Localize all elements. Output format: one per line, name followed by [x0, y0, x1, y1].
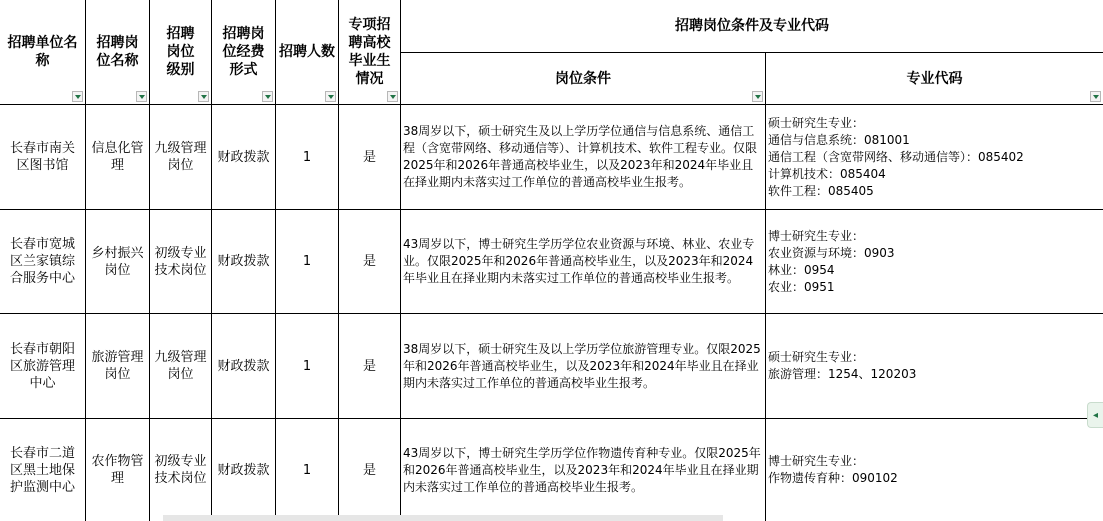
table-row-3-funding[interactable]: 财政拨款 — [212, 314, 276, 419]
header-level-label: 招聘岗位级别 — [166, 26, 195, 78]
header-group — [401, 0, 1103, 53]
side-panel-tab-icon[interactable]: ◂ — [1087, 402, 1103, 428]
table-row-2-funding[interactable]: 财政拨款 — [212, 210, 276, 314]
table-row-3-special[interactable]: 是 — [339, 314, 401, 419]
table-row-2-level[interactable]: 初级专业技术岗位 — [150, 210, 212, 314]
table-row-3-unit[interactable]: 长春市朝阳区旅游管理中心 — [0, 314, 86, 419]
header-condition-label: 岗位条件 — [555, 70, 611, 87]
header-count — [276, 0, 339, 105]
header-unit — [0, 0, 86, 105]
header-condition — [401, 53, 766, 105]
header-unit-label: 招聘单位名称 — [7, 35, 78, 69]
table-row-3-code[interactable]: 硕士研究生专业： 旅游管理：1254、120203 — [766, 314, 1103, 419]
header-funding — [212, 0, 276, 105]
table-row-4-unit[interactable]: 长春市二道区黑土地保护监测中心 — [0, 419, 86, 521]
table-row-3-level[interactable]: 九级管理岗位 — [150, 314, 212, 419]
table-row-1-unit[interactable]: 长春市南关区图书馆 — [0, 105, 86, 210]
table-row-2-condition[interactable]: 43周岁以下，博士研究生学历学位农业资源与环境、林业、农业专业。仅限2025年和2026年普通高校毕业生，以及2023年和2024年毕业且在择业期内未落实过工作单位的普通高校毕业生报考。 — [401, 210, 766, 314]
table-row-2-unit[interactable]: 长春市宽城区兰家镇综合服务中心 — [0, 210, 86, 314]
header-funding-label: 招聘岗位经费形式 — [222, 26, 265, 78]
header-code — [766, 53, 1103, 105]
header-code-label: 专业代码 — [906, 70, 963, 87]
table-row-2-post[interactable]: 乡村振兴岗位 — [86, 210, 150, 314]
horizontal-scrollbar[interactable] — [163, 515, 723, 521]
filter-dropdown-icon[interactable] — [136, 91, 147, 102]
header-special-label: 专项招聘高校毕业生情况 — [348, 17, 391, 87]
header-count-label: 招聘人数 — [279, 44, 335, 60]
header-group-label: 招聘岗位条件及专业代码 — [675, 18, 829, 34]
header-post — [86, 0, 150, 105]
table-row-4-special[interactable]: 是 — [339, 419, 401, 521]
table-row-3-condition[interactable]: 38周岁以下，硕士研究生及以上学历学位旅游管理专业。仅限2025年和2026年普通高校毕业生，以及2023年和2024年毕业且在择业期内未落实过工作单位的普通高校毕业生报考。 — [401, 314, 766, 419]
filter-dropdown-icon[interactable] — [387, 91, 398, 102]
filter-dropdown-icon[interactable] — [72, 91, 83, 102]
table-row-4-code[interactable]: 博士研究生专业： 作物遗传育种：090102 — [768, 454, 898, 485]
header-post-label: 招聘岗位名称 — [96, 35, 139, 69]
filter-dropdown-icon[interactable] — [325, 91, 336, 102]
table-row-4-level[interactable]: 初级专业技术岗位 — [150, 419, 212, 521]
table-row-2-special[interactable]: 是 — [339, 210, 401, 314]
filter-dropdown-icon[interactable] — [1090, 91, 1101, 102]
header-special — [339, 0, 401, 105]
table-row-1-condition[interactable]: 38周岁以下，硕士研究生及以上学历学位通信与信息系统、通信工程（含宽带网络、移动通信等）、计算机技术、软件工程专业。仅限2025年和2026年普通高校毕业生，以及2023年和2024年毕业且在择业期内未落实过工作单位的普通高校毕业生报考。 — [401, 105, 766, 210]
table-row-4-funding[interactable]: 财政拨款 — [212, 419, 276, 521]
table-row-2-code[interactable]: 博士研究生专业： 农业资源与环境：0903 林业：0954 农业：0951 — [766, 210, 1103, 314]
table-row-1-post[interactable]: 信息化管理 — [86, 105, 150, 210]
table-row-4-count[interactable]: 1 — [276, 419, 339, 521]
table-row-4-condition[interactable]: 43周岁以下，博士研究生学历学位作物遗传育种专业。仅限2025年和2026年普通高校毕业生，以及2023年和2024年毕业且在择业期内未落实过工作单位的普通高校毕业生报考。 — [401, 419, 766, 521]
table-row-3-count[interactable]: 1 — [276, 314, 339, 419]
table-row-1-code[interactable]: 硕士研究生专业： 通信与信息系统：081001 通信工程（含宽带网络、移动通信等）：085402 计算机技术：085404 软件工程：085405 — [766, 105, 1103, 210]
filter-dropdown-icon[interactable] — [262, 91, 273, 102]
table-row-3-post[interactable]: 旅游管理岗位 — [86, 314, 150, 419]
table-row-1-special[interactable]: 是 — [339, 105, 401, 210]
table-row-2-count[interactable]: 1 — [276, 210, 339, 314]
filter-dropdown-icon[interactable] — [752, 91, 763, 102]
header-level — [150, 0, 212, 105]
table-row-1-level[interactable]: 九级管理岗位 — [150, 105, 212, 210]
table-row-1-count[interactable]: 1 — [276, 105, 339, 210]
table-row-4-post[interactable]: 农作物管理 — [86, 419, 150, 521]
table-row-1-funding[interactable]: 财政拨款 — [212, 105, 276, 210]
filter-dropdown-icon[interactable] — [198, 91, 209, 102]
